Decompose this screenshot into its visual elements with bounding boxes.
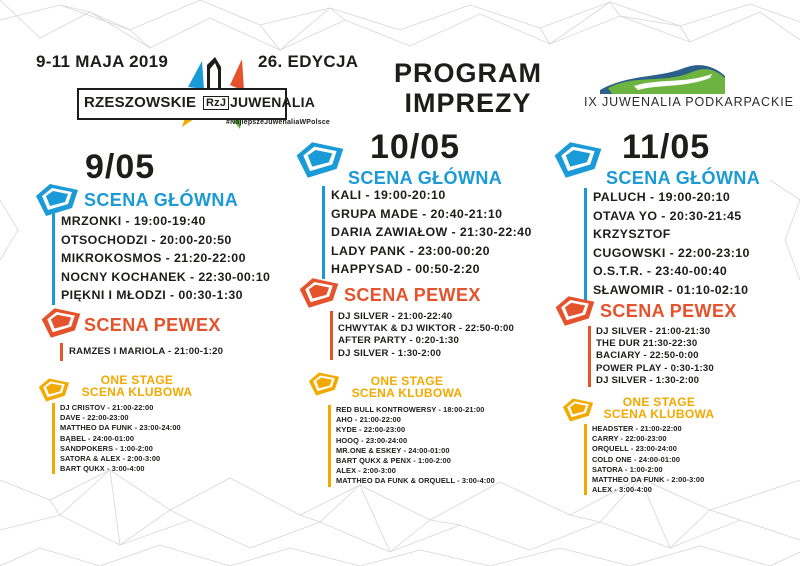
list-item: BART QUKX - 3:00-4:00 [60, 464, 145, 474]
list-item: GRUPA MADE - 20:40-21:10 [331, 206, 503, 221]
list-item: MATTHEO DA FUNK & ORQUELL - 3:00-4:00 [336, 476, 495, 486]
day1-club-stage-title-line2: SCENA KLUBOWA [81, 385, 193, 399]
day3-club-stage-title-line2: SCENA KLUBOWA [603, 407, 715, 421]
day1-main-list [52, 212, 270, 305]
festival-dates: 9-11 MAJA 2019 [36, 52, 169, 71]
list-item: DARIA ZAWIAŁOW - 21:30-22:40 [331, 225, 532, 240]
juwenalia-logo [77, 88, 316, 120]
day3-main-list [584, 188, 750, 300]
list-item: CARRY - 22:00-23:00 [592, 434, 667, 444]
list-item: BĄBEL - 24:00-01:00 [60, 433, 135, 443]
list-item: MRZONKI - 19:00-19:40 [61, 214, 206, 228]
list-item: SATORA - 1:00-2:00 [592, 464, 663, 474]
list-item: MATTHEO DA FUNK - 2:00-3:00 [592, 475, 705, 485]
day3-club-stage-title-line1: ONE STAGE [622, 395, 696, 409]
list-item: BART QUKX & PENX - 1:00-2:00 [336, 456, 451, 466]
day2-club-stage-title-line2: SCENA KLUBOWA [351, 386, 463, 400]
list-item: KALI - 19:00-20:10 [331, 188, 446, 202]
day3-pewex-stage-title: SCENA PEWEX [600, 301, 737, 321]
list-item: MIKROKOSMOS - 21:20-22:00 [61, 251, 246, 266]
day2-date-icon [292, 140, 348, 180]
list-item: COLD ONE - 24:00-01:00 [592, 454, 681, 464]
day3-date: 11/05 [622, 128, 711, 166]
podkarpackie-text: IX JUWENALIA PODKARPACKIE [584, 95, 794, 109]
list-item: ALEX - 3:00-4:00 [592, 485, 652, 495]
day2-pewex-stage-title: SCENA PEWEX [344, 285, 481, 305]
list-item: NOCNY KOCHANEK - 22:30-00:10 [61, 269, 271, 284]
day3-main-stage-title: SCENA GŁÓWNA [606, 168, 761, 188]
list-item: DJ CRISTOV - 21:00-22:00 [60, 403, 154, 412]
day3-club-list [584, 424, 704, 495]
list-item: POWER PLAY - 0:30-1:30 [596, 362, 714, 374]
list-item: AFTER PARTY - 0:20-1:30 [338, 335, 459, 347]
list-item: KRZYSZTOF [593, 227, 671, 242]
day1-club-stage-title-line1: ONE STAGE [100, 373, 174, 387]
list-item: CUGOWSKI - 22:00-23:10 [593, 245, 750, 260]
day2-date: 10/05 [370, 128, 461, 166]
list-item: PALUCH - 19:00-20:10 [593, 190, 731, 204]
list-item: HAPPYSAD - 00:50-2:20 [331, 262, 480, 277]
list-item: SANDPOKERS - 1:00-2:00 [60, 443, 153, 453]
list-item: AHO - 21:00-22:00 [336, 415, 401, 425]
day3-date-icon [550, 140, 606, 180]
list-item: ALEX - 2:00-3:00 [336, 466, 396, 476]
list-item: DJ SILVER - 1:30-2:00 [338, 347, 442, 359]
day2-club-stage-title-line1: ONE STAGE [370, 374, 444, 388]
list-item: DJ SILVER - 1:30-2:00 [596, 374, 700, 386]
day1-main-stage-title: SCENA GŁÓWNA [84, 190, 239, 210]
day2-pewex-stage-icon [296, 276, 342, 310]
list-item: THE DUR 21:30-22:30 [596, 338, 698, 350]
list-item: OTAVA YO - 20:30-21:45 [593, 208, 742, 223]
list-item: LADY PANK - 23:00-00:20 [331, 243, 490, 258]
page-title-line2: IMPREZY [404, 88, 532, 118]
day2-club-list [328, 405, 495, 487]
day1-pewex-stage-icon [38, 306, 84, 340]
podkarpackie-logo-icon [600, 62, 725, 96]
day2-pewex-list [330, 311, 514, 360]
list-item: CHWYTAK & DJ WIKTOR - 22:50-0:00 [338, 323, 515, 335]
list-item: SATORA & ALEX - 2:00-3:00 [60, 454, 161, 464]
day1-pewex-list [60, 343, 223, 361]
hashtag: #NajlepszeJuwenaliaWPolsce [226, 119, 331, 126]
list-item: RAMZES I MARIOLA - 21:00-1:20 [69, 346, 224, 357]
list-item: HOOQ - 23:00-24:00 [336, 435, 408, 445]
list-item: ORQUELL - 23:00-24:00 [592, 444, 677, 454]
list-item: O.S.T.R. - 23:40-00:40 [593, 264, 728, 279]
list-item: DAVE - 22:00-23:00 [60, 413, 129, 423]
logo-text-mid: RzJ [203, 96, 229, 110]
page-title-line1: PROGRAM [394, 58, 542, 88]
list-item: MR.ONE & ESKEY - 24:00-01:00 [336, 445, 450, 455]
list-item: HEADSTER - 21:00-22:00 [592, 424, 682, 433]
day1-club-list [52, 403, 181, 474]
list-item: RED BULL KONTROWERSY - 18:00-21:00 [336, 405, 485, 414]
logo-text-left: RZESZOWSKIE [84, 94, 197, 111]
day2-main-list [322, 186, 532, 279]
list-item: KYDE - 22:00-23:00 [336, 425, 406, 435]
list-item: OTSOCHODZI - 20:00-20:50 [61, 232, 232, 247]
day3-pewex-stage-icon [552, 294, 598, 328]
list-item: MATTHEO DA FUNK - 23:00-24:00 [60, 423, 181, 433]
edition-label: 26. EDYCJA [258, 52, 359, 71]
list-item: SŁAWOMIR - 01:10-02:10 [593, 282, 749, 297]
day3-pewex-list [588, 326, 714, 387]
day1-pewex-stage-title: SCENA PEWEX [84, 315, 221, 335]
logo-text-right: JUWENALIA [230, 94, 316, 110]
list-item: BACIARY - 22:50-0:00 [596, 350, 699, 362]
list-item: PIĘKNI I MŁODZI - 00:30-1:30 [61, 288, 243, 303]
list-item: DJ SILVER - 21:00-21:30 [596, 326, 711, 337]
list-item: DJ SILVER - 21:00-22:40 [338, 311, 453, 322]
day1-date: 9/05 [85, 148, 156, 186]
day2-main-stage-title: SCENA GŁÓWNA [348, 168, 503, 188]
